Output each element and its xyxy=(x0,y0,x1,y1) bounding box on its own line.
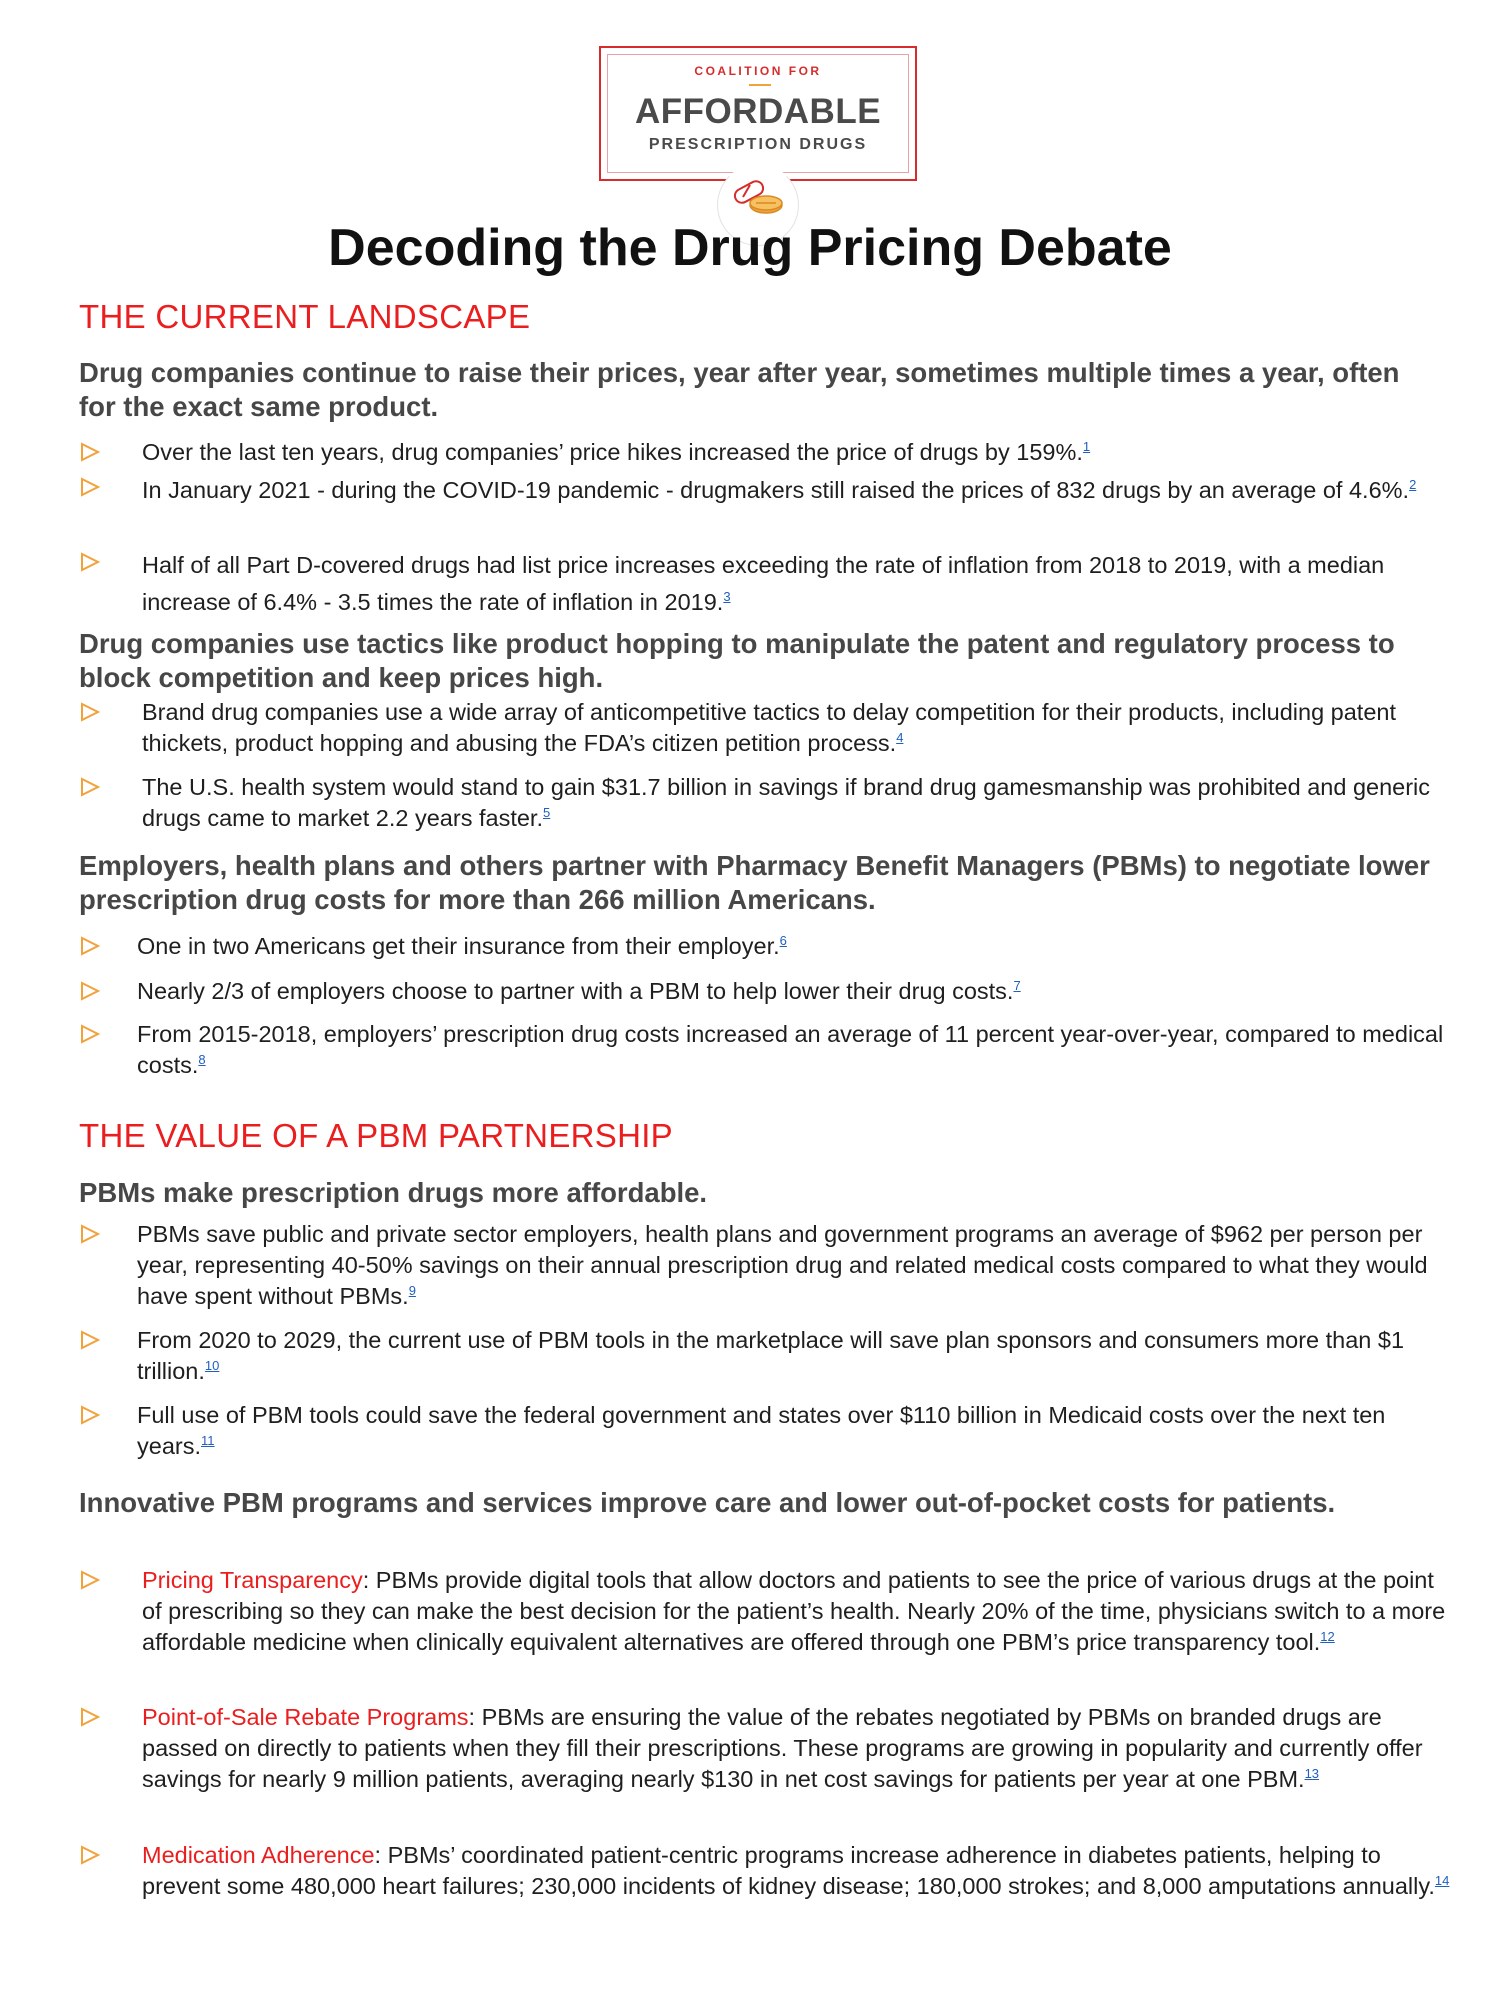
footnote-link[interactable]: 3 xyxy=(723,589,731,605)
footnote-link[interactable]: 11 xyxy=(201,1433,215,1449)
footnote-link[interactable]: 4 xyxy=(896,730,904,746)
logo-divider xyxy=(749,84,771,86)
footnote-link[interactable]: 5 xyxy=(542,805,551,821)
footnote-link[interactable]: 13 xyxy=(1304,1766,1320,1782)
bullet-text: The U.S. health system would stand to gain $31.7 billion in savings if brand drug gamesmanship was prohibited and generic drugs came to market 2.2 years faster. xyxy=(142,774,1431,831)
footnote-link[interactable]: 1 xyxy=(1082,439,1091,455)
bullet-text: Over the last ten years, drug companies’ price hikes increased the price of drugs by 159%. xyxy=(142,439,1083,465)
triangle-right-outline-icon xyxy=(79,1706,101,1728)
bullet-text: From 2015-2018, employers’ prescription drug costs increased an average of 11 percent year-over-year, compared to medical costs. xyxy=(137,1021,1444,1078)
triangle-right-outline-icon xyxy=(79,980,101,1002)
triangle-right-outline-icon xyxy=(79,1569,101,1591)
triangle-right-outline-icon xyxy=(79,1023,101,1045)
triangle-right-outline-icon xyxy=(79,776,101,798)
bullet-lead: Point-of-Sale Rebate Programs xyxy=(142,1704,469,1730)
logo-frame xyxy=(599,46,917,181)
bullet-lead: Medication Adherence xyxy=(142,1842,375,1868)
subheading-product-hopping: Drug companies use tactics like product hopping to manipulate the patent and regulatory process to block competition and keep prices high. xyxy=(79,628,1395,693)
triangle-right-outline-icon xyxy=(79,1329,101,1351)
bullet-text: : PBMs provide digital tools that allow doctors and patients to see the price of various drugs at the point of prescribing so they can make the best decision for the patient’s health. Nearly 20% of the time, physicians switch to a more affordable medicine when clinically equivalent alternatives are offered through one PBM’s price transparency tool. xyxy=(142,1567,1446,1655)
triangle-right-outline-icon xyxy=(79,551,101,573)
bullet-text: : PBMs’ coordinated patient-centric programs increase adherence in diabetes patients, helping to prevent some 480,000 heart failures; 230,000 incidents of kidney disease; 180,000 strokes; and 8,000 amputations annually. xyxy=(142,1842,1435,1899)
bullet-text: One in two Americans get their insurance from their employer. xyxy=(137,933,780,959)
page-title: Decoding the Drug Pricing Debate xyxy=(328,219,1172,277)
bullet-lead: Pricing Transparency xyxy=(142,1567,363,1593)
triangle-right-outline-icon xyxy=(79,935,101,957)
bullet-text: Nearly 2/3 of employers choose to partner with a PBM to help lower their drug costs. xyxy=(137,978,1014,1004)
subheading-affordable: PBMs make prescription drugs more affordable. xyxy=(79,1177,708,1208)
logo-coalition-text: COALITION FOR xyxy=(694,64,822,78)
bullet-text: From 2020 to 2029, the current use of PBM tools in the marketplace will save plan sponsors and consumers more than $1 trillion. xyxy=(137,1327,1405,1384)
footnote-link[interactable]: 14 xyxy=(1434,1873,1450,1889)
footnote-link[interactable]: 2 xyxy=(1409,477,1417,493)
logo-prescription-text: PRESCRIPTION DRUGS xyxy=(648,136,868,153)
bullet-text: Brand drug companies use a wide array of anticompetitive tactics to delay competition for their products, including patent thickets, product hopping and abusing the FDA’s citizen petition process. xyxy=(142,699,1397,756)
triangle-right-outline-icon xyxy=(79,441,101,463)
bullet-text: Full use of PBM tools could save the federal government and states over $110 billion in Medicaid costs over the next ten years. xyxy=(137,1402,1386,1459)
bullet-text: In January 2021 - during the COVID-19 pandemic - drugmakers still raised the prices of 832 drugs by an average of 4.6%. xyxy=(142,477,1410,503)
subheading-innovative-programs: Innovative PBM programs and services improve care and lower out-of-pocket costs for patients. xyxy=(79,1487,1336,1518)
footnote-link[interactable]: 6 xyxy=(779,933,787,949)
triangle-right-outline-icon xyxy=(79,476,101,498)
bullet-text: Half of all Part D-covered drugs had list price increases exceeding the rate of inflation from 2018 to 2019, with a median increase of 6.4% - 3.5 times the rate of inflation in 2019. xyxy=(142,552,1385,615)
coalition-logo xyxy=(599,46,921,228)
section-heading-value: THE VALUE OF A PBM PARTNERSHIP xyxy=(79,1117,673,1154)
footnote-link[interactable]: 7 xyxy=(1013,978,1021,994)
footnote-link[interactable]: 12 xyxy=(1320,1629,1335,1645)
bullet-text: PBMs save public and private sector employers, health plans and government programs an average of $962 per person per year, representing 40-50% savings on their annual prescription drug and related medical costs compared to what they would have spent without PBMs. xyxy=(137,1221,1428,1309)
triangle-right-outline-icon xyxy=(79,1223,101,1245)
subheading-pbm-partners: Employers, health plans and others partner with Pharmacy Benefit Managers (PBMs) to negotiate lower prescription drug costs for more than 266 million Americans. xyxy=(79,850,1430,915)
triangle-right-outline-icon xyxy=(79,701,101,723)
bullet-text: : PBMs are ensuring the value of the rebates negotiated by PBMs on branded drugs are passed on directly to patients when they fill their prescriptions. These programs are growing in popularity and currently offer savings for nearly 9 million patients, averaging nearly $130 in net cost savings for patients per year at one PBM. xyxy=(142,1704,1423,1792)
logo-affordable-text: AFFORDABLE xyxy=(634,92,882,131)
triangle-right-outline-icon xyxy=(79,1404,101,1426)
section-heading-landscape: THE CURRENT LANDSCAPE xyxy=(79,298,531,335)
footnote-link[interactable]: 9 xyxy=(408,1283,416,1299)
subheading-price-raises: Drug companies continue to raise their prices, year after year, sometimes multiple times a year, often for the exact same product. xyxy=(79,357,1400,422)
footnote-link[interactable]: 10 xyxy=(204,1358,220,1374)
footnote-link[interactable]: 8 xyxy=(198,1052,206,1068)
triangle-right-outline-icon xyxy=(79,1844,101,1866)
